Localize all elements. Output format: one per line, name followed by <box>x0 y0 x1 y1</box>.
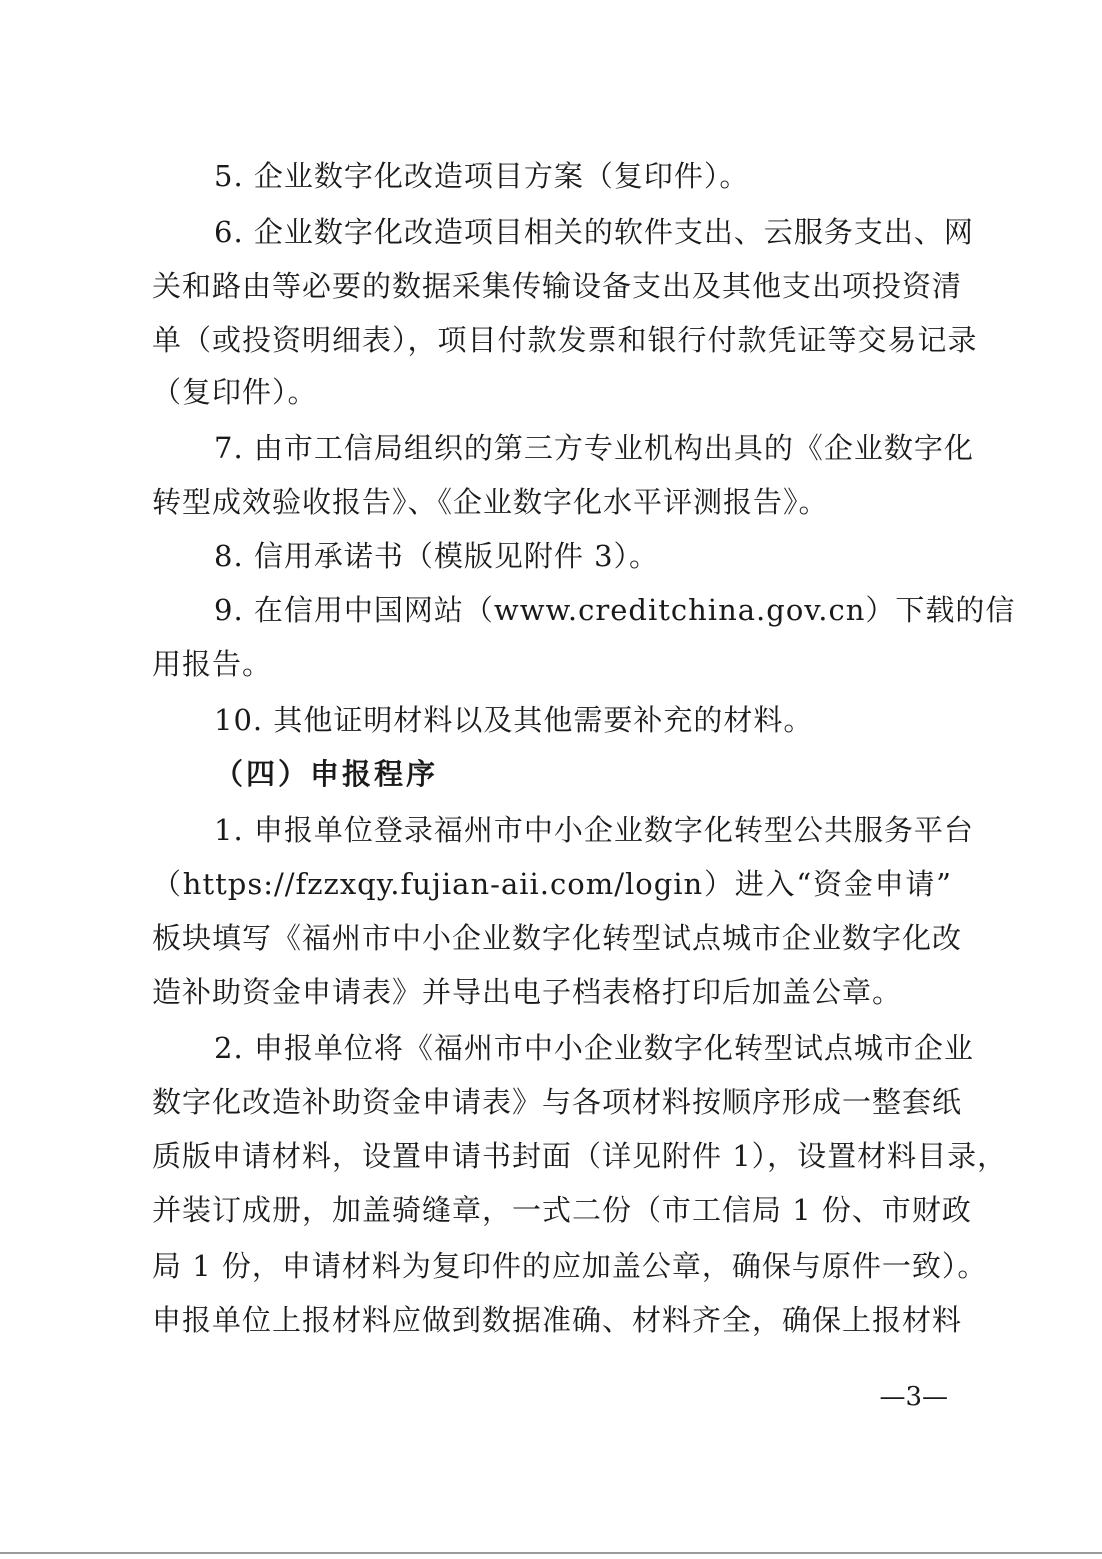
section-heading: （四）申报程序 <box>214 757 439 791</box>
text-line: 8. 信用承诺书（模版见附件 3）。 <box>214 539 660 573</box>
text-line: 申报单位上报材料应做到数据准确、材料齐全，确保上报材料 <box>152 1303 963 1337</box>
text-line: 关和路由等必要的数据采集传输设备支出及其他支出项投资清 <box>152 269 963 303</box>
text-line: 9. 在信用中国网站（www.creditchina.gov.cn）下载的信 <box>214 593 1016 627</box>
text-line: 质版申请材料，设置申请书封面（详见附件 1），设置材料目录， <box>152 1139 1008 1173</box>
text-line: 数字化改造补助资金申请表》与各项材料按顺序形成一整套纸 <box>152 1085 963 1119</box>
text-line: 5. 企业数字化改造项目方案（复印件）。 <box>214 159 750 193</box>
page-edge-divider <box>0 1552 1102 1554</box>
text-line: 7. 由市工信局组织的第三方专业机构出具的《企业数字化 <box>214 431 974 465</box>
text-line: （复印件）。 <box>152 375 318 409</box>
text-line: 2. 申报单位将《福州市中小企业数字化转型试点城市企业 <box>214 1031 974 1065</box>
text-line: 6. 企业数字化改造项目相关的软件支出、云服务支出、网 <box>214 215 974 249</box>
text-line: 10. 其他证明材料以及其他需要补充的材料。 <box>214 703 814 737</box>
text-line: 造补助资金申请表》并导出电子档表格打印后加盖公章。 <box>152 975 903 1009</box>
text-line: 单（或投资明细表），项目付款发票和银行付款凭证等交易记录 <box>152 323 978 357</box>
text-line: 用报告。 <box>152 647 273 681</box>
text-line: （https://fzzxqy.fujian-aii.com/login）进入“资金申请” <box>152 867 952 901</box>
page-number: —3— <box>879 1382 948 1412</box>
text-line: 板块填写《福州市中小企业数字化转型试点城市企业数字化改 <box>152 921 963 955</box>
text-line: 1. 申报单位登录福州市中小企业数字化转型公共服务平台 <box>214 813 974 847</box>
text-line: 转型成效验收报告》、《企业数字化水平评测报告》。 <box>152 485 829 519</box>
text-line: 并装订成册，加盖骑缝章，一式二份（市工信局 1 份、市财政 <box>152 1193 972 1227</box>
text-line: 局 1 份，申请材料为复印件的应加盖公章，确保与原件一致）。 <box>152 1249 988 1283</box>
